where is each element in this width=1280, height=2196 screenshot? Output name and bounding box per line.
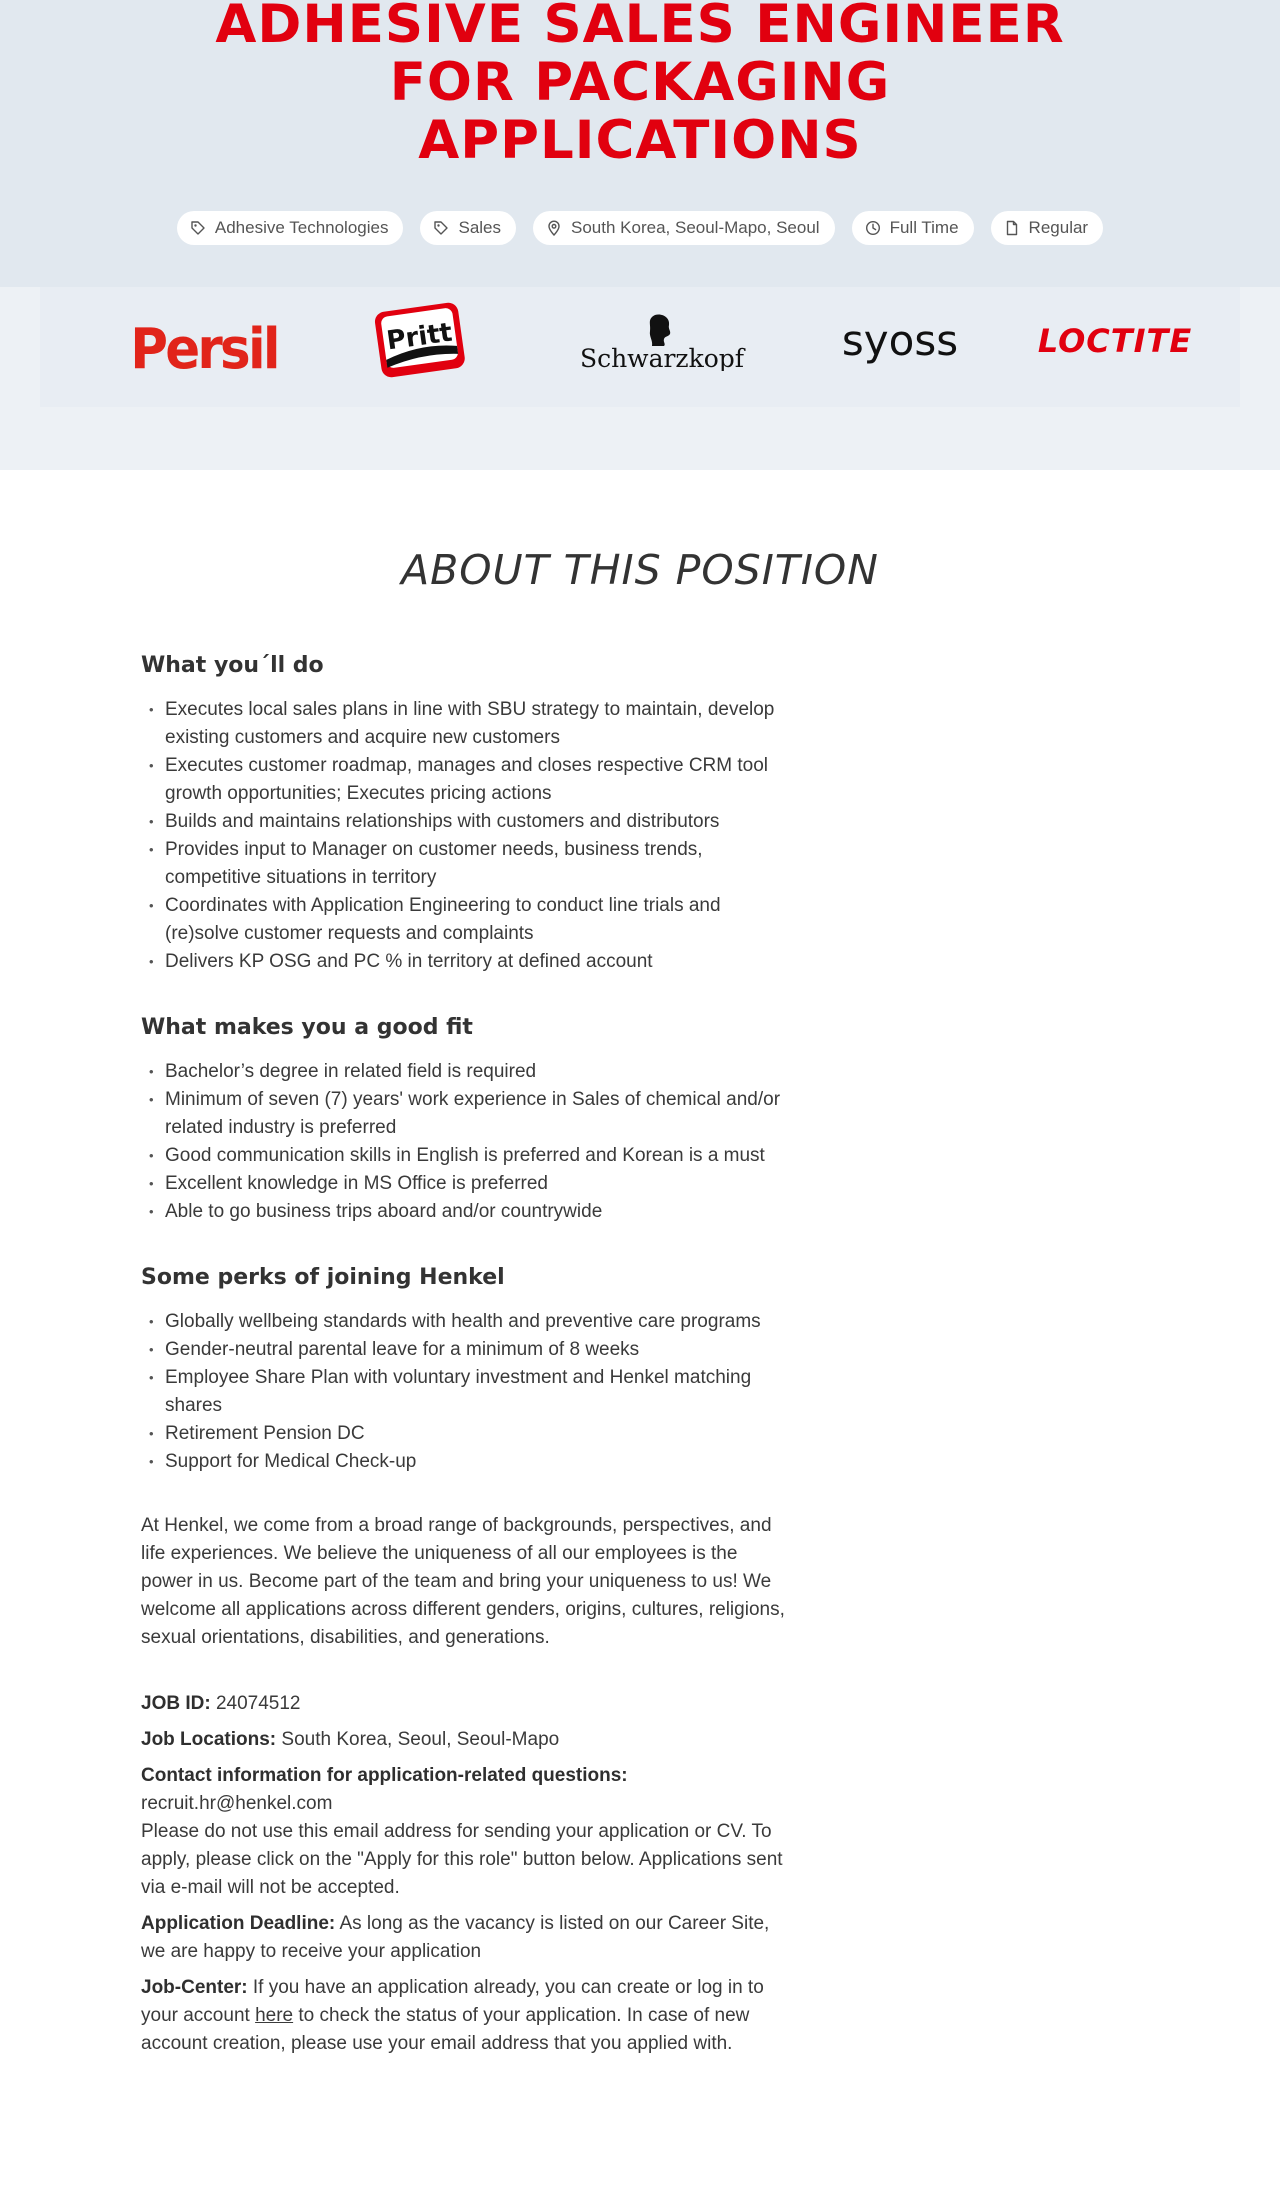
contact-email: recruit.hr@henkel.com: [141, 1793, 333, 1814]
job-id-row: [141, 1690, 791, 1718]
section-title: Some perks of joining Henkel: [141, 1265, 505, 1290]
pritt-logo[interactable]: [370, 299, 470, 383]
tag-icon: [433, 220, 449, 236]
deadline-row: [141, 1910, 791, 1966]
list-item: • Able to go business trips aboard and/or countrywide: [165, 1198, 791, 1226]
tag-function[interactable]: [420, 211, 516, 245]
diversity-statement: At Henkel, we come from a broad range of backgrounds, perspectives, and life experiences. We believe the uniqueness of all our employees is the power in us. Become part of the team and bring your uniqueness to us! We welcome all applications across different genders, origins, cultures, religions, sexual orientations, disabilities, and generations.: [141, 1515, 785, 1648]
perks-list: [141, 1308, 791, 1476]
job-center-row: [141, 1974, 791, 2058]
job-tags: [0, 211, 1280, 245]
job-meta: [141, 1690, 791, 2058]
document-icon: [1004, 220, 1020, 236]
deadline-label: Application Deadline:: [141, 1913, 336, 1934]
section-title: What you´ll do: [141, 653, 324, 678]
job-title: [0, 0, 1280, 170]
tag-label: Full Time: [889, 218, 959, 237]
job-description: [141, 650, 791, 2066]
list-item: • Globally wellbeing standards with health and preventive care programs: [165, 1308, 791, 1336]
list-item: • Excellent knowledge in MS Office is preferred: [165, 1170, 791, 1198]
tag-schedule[interactable]: [852, 211, 974, 245]
about-heading: ABOUT THIS POSITION: [401, 546, 879, 594]
list-item: • Minimum of seven (7) years' work experience in Sales of chemical and/or related industry is preferred: [165, 1086, 791, 1142]
job-title-line-1: ADHESIVE SALES ENGINEER: [215, 0, 1065, 55]
section-requirements: [141, 1012, 791, 1226]
tag-label: South Korea, Seoul-Mapo, Seoul: [571, 218, 820, 237]
tag-label: Adhesive Technologies: [214, 218, 389, 237]
list-item: • Bachelor’s degree in related field is required: [165, 1058, 791, 1086]
clock-icon: [865, 220, 881, 236]
tag-contract-type[interactable]: [991, 211, 1104, 245]
job-center-label: Job-Center:: [141, 1977, 248, 1998]
job-title-line-3: APPLICATIONS: [418, 110, 862, 171]
requirements-list: [141, 1058, 791, 1226]
responsibilities-list: [141, 696, 791, 976]
location-pin-icon: [546, 220, 562, 236]
schwarzkopf-logo[interactable]: [567, 311, 757, 371]
list-item: • Good communication skills in English is preferred and Korean is a must: [165, 1142, 791, 1170]
job-center-link[interactable]: here: [255, 2005, 294, 2026]
section-title: What makes you a good fit: [141, 1015, 473, 1040]
svg-text:Pritt: Pritt: [384, 317, 455, 357]
list-item: • Gender-neutral parental leave for a minimum of 8 weeks: [165, 1336, 791, 1364]
syoss-logo[interactable]: syoss: [841, 315, 959, 365]
contact-note: Please do not use this email address for sending your application or CV. To apply, please click on the "Apply for this role" button below. Applications sent via e-mail will not be accepted.: [141, 1821, 783, 1898]
brand-carousel: [40, 287, 1240, 407]
job-title-line-2: FOR PACKAGING: [389, 52, 891, 113]
list-item: • Coordinates with Application Engineering to conduct line trials and (re)solve customer requests and complaints: [165, 892, 791, 948]
brand-strip: [0, 287, 1280, 470]
contact-row: [141, 1762, 791, 1902]
tag-label: Regular: [1028, 218, 1089, 237]
list-item: • Employee Share Plan with voluntary investment and Henkel matching shares: [165, 1364, 791, 1420]
list-item: • Support for Medical Check-up: [165, 1448, 791, 1476]
section-responsibilities: [141, 650, 791, 976]
persil-logo[interactable]: Persil: [130, 316, 278, 382]
section-perks: [141, 1262, 791, 1476]
tag-label: Sales: [458, 218, 502, 237]
deadline-value: As long as the vacancy is listed on our Career Site, we are happy to receive your application: [141, 1913, 770, 1962]
list-item: • Executes customer roadmap, manages and closes respective CRM tool growth opportunities; Executes pricing actions: [165, 752, 791, 808]
tag-business-unit[interactable]: [177, 211, 404, 245]
job-id-label: JOB ID:: [141, 1693, 211, 1714]
loctite-logo[interactable]: LOCTITE: [1037, 322, 1193, 360]
job-center-text-before: If you have an application already, you can create or log in to your account: [141, 1977, 764, 2026]
list-item: • Delivers KP OSG and PC % in territory at defined account: [165, 948, 791, 976]
tag-icon: [190, 220, 206, 236]
list-item: • Executes local sales plans in line with SBU strategy to maintain, develop existing customers and acquire new customers: [165, 696, 791, 752]
job-id-value: 24074512: [215, 1693, 301, 1714]
svg-text:Schwarzkopf: Schwarzkopf: [579, 344, 745, 371]
job-hero: [0, 0, 1280, 287]
job-locations-row: [141, 1726, 791, 1754]
job-locations-value: South Korea, Seoul, Seoul-Mapo: [281, 1729, 560, 1750]
contact-label: Contact information for application-related questions:: [141, 1765, 628, 1786]
job-center-text-after: to check the status of your application. In case of new account creation, please use your email address that you applied with.: [141, 2005, 750, 2054]
job-locations-label: Job Locations:: [141, 1729, 277, 1750]
list-item: • Retirement Pension DC: [165, 1420, 791, 1448]
tag-location[interactable]: [533, 211, 835, 245]
list-item: • Builds and maintains relationships with customers and distributors: [165, 808, 791, 836]
list-item: • Provides input to Manager on customer needs, business trends, competitive situations in territory: [165, 836, 791, 892]
